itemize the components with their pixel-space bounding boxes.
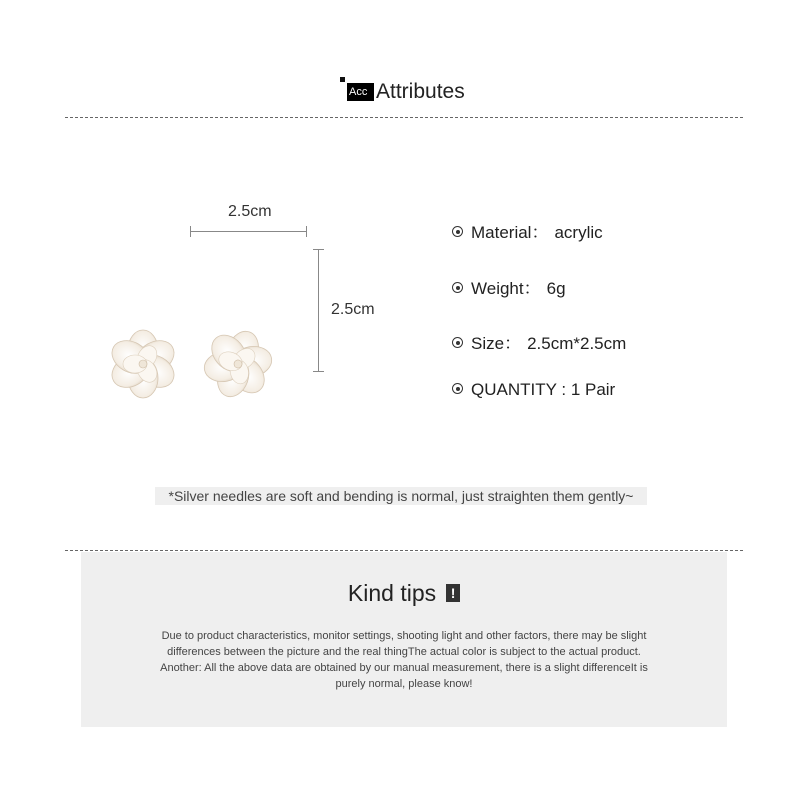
tips-line: Due to product characteristics, monitor settings, shooting light and other factors, there may be slight (161, 630, 647, 642)
care-note: *Silver needles are soft and bending is normal, just straighten them gently~ (155, 487, 647, 505)
attribute-value: 6g (546, 279, 566, 298)
attribute-separator: ： (504, 334, 522, 353)
attribute-separator: : (556, 380, 571, 399)
attribute-key: QUANTITY (471, 380, 557, 399)
attribute-value: 1 Pair (570, 380, 616, 399)
width-dimension-label: 2.5cm (228, 203, 272, 220)
attribute-weight (452, 274, 566, 299)
attribute-value: acrylic (554, 223, 603, 242)
attribute-quantity (452, 380, 615, 400)
kind-tips-title: Kind tips (347, 580, 437, 606)
attribute-key: Weight (471, 279, 524, 298)
width-dimension-line (190, 231, 307, 232)
tips-line: Another: All the above data are obtained by our manual measurement, there is a slight differenceIt is (160, 662, 648, 674)
width-dimension-cap-right (306, 226, 307, 237)
page-title: Attributes (376, 80, 465, 103)
width-dimension-cap-left (190, 226, 191, 237)
attribute-separator: ： (523, 279, 541, 298)
height-dimension-cap-bottom (313, 371, 324, 372)
tips-line: differences between the picture and the real thingThe actual color is subject to the actual product. (167, 646, 641, 658)
bullet-icon (452, 383, 463, 394)
bullet-icon (452, 282, 463, 293)
attribute-key: Size (471, 334, 505, 353)
top-divider (65, 117, 743, 118)
height-dimension-cap-top (313, 249, 324, 250)
exclamation-icon: ! (446, 584, 460, 602)
title-dot-decoration (340, 77, 345, 82)
title-badge: Acc (347, 83, 374, 101)
attribute-key: Material (471, 223, 532, 242)
tips-line: purely normal, please know! (335, 678, 473, 690)
height-dimension-line (318, 249, 319, 371)
bottom-divider (65, 550, 743, 551)
attribute-value: 2.5cm*2.5cm (527, 334, 627, 353)
kind-tips-heading (81, 580, 727, 607)
height-dimension-label: 2.5cm (331, 301, 375, 318)
kind-tips-text (111, 628, 697, 692)
kind-tips-panel (81, 552, 727, 727)
attribute-separator: ： (531, 223, 549, 242)
earring-image-right (200, 328, 276, 400)
attribute-size (452, 329, 626, 354)
attribute-material (452, 218, 603, 243)
bullet-icon (452, 337, 463, 348)
bullet-icon (452, 226, 463, 237)
earring-image-left (105, 328, 181, 400)
